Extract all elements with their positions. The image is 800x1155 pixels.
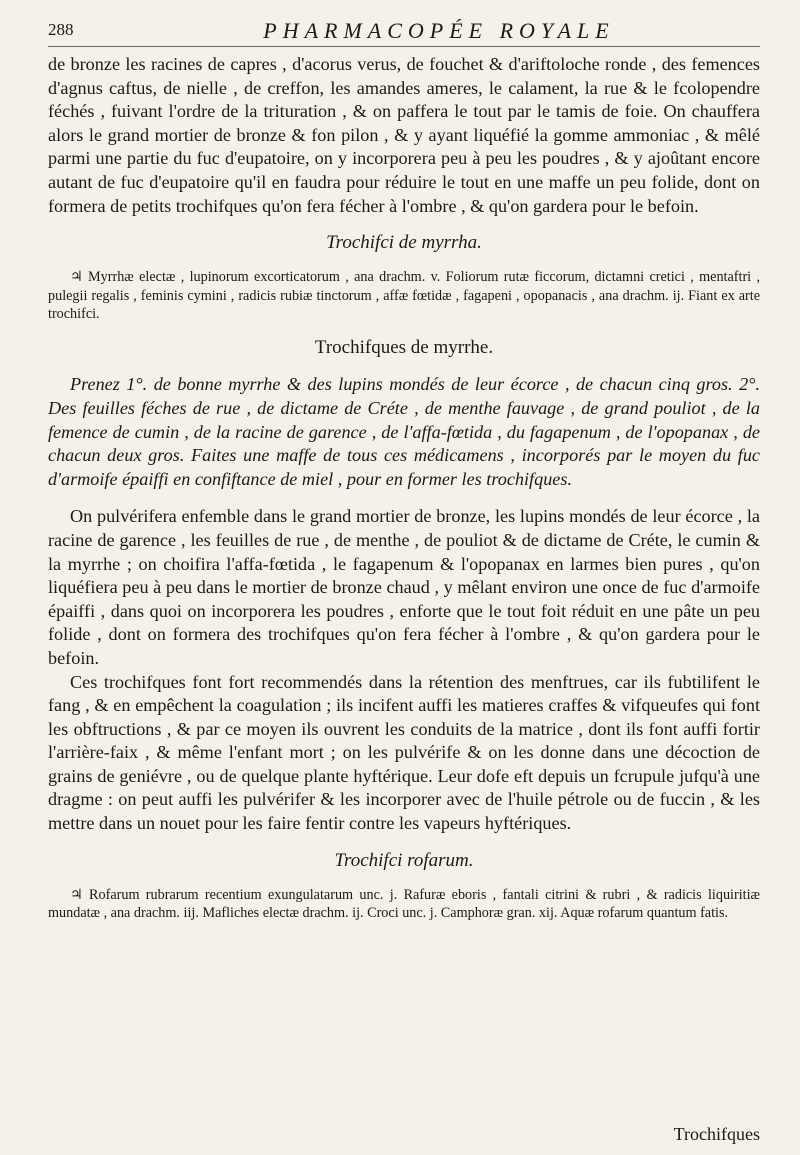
recipe-french-myrrhe: Prenez 1°. de bonne myrrhe & des lupins mondés de leur écorce , de chacun cinq gros. 2°. Des feuilles féches de rue , de dictame de Créte , de menthe fauvage , de grand pouliot , de la femence de cumin , de la racine de garence , de l'affa-fœtida , du fagapenum , de l'opopanax , de chacun deux gros. Faites une maffe de tous ces médicamens , incorporés par le moyen du fuc d'armoife épaiffi en confiftance de miel , pour en former les trochifques. (48, 374, 760, 489)
page-number: 288 (48, 20, 74, 39)
paragraph-continuation: de bronze les racines de capres , d'acorus verus, de fouchet & d'ariftoloche ronde , des femences d'agnus caftus, de nielle , de creffon, les amandes ameres, le calament, la rue & le fcolopendre féchés , fuivant l'ordre de la trituration , & on paffera le tout par le tamis de foie. On chauffera alors le grand mortier de bronze & fon pilon , & y ayant liquéfié la gomme ammoniac , & mêlé parmi une partie du fuc d'eupatoire, on y incorporera peu à peu les poudres , & y ajoûtant encore autant de fuc d'eupatoire qu'il en faudra pour réduire le tout en une maffe un peu folide, dont on formera de petits trochifques qu'on fera fécher à l'ombre , & qu'on gardera pour le befoin. (48, 54, 760, 216)
recipe-latin-rofarum: ♃ Rofarum rubrarum recentium exungulatarum unc. j. Rafuræ eboris , fantali citrini & rubri , & radicis liquiritiæ mundatæ , ana drachm. iij. Mafliches electæ drachm. ij. Croci unc. j. Camphoræ gran. xij. Aquæ rofarum quantum fatis. (48, 886, 760, 922)
heading-french-myrrhe: Trochifques de myrrhe. (314, 337, 494, 359)
running-title: PHARMACOPÉE ROYALE (263, 18, 615, 43)
recipe-latin-myrrha: ♃ Myrrhæ electæ , lupinorum excorticatorum , ana drachm. v. Foliorum rutæ ficcorum, dictamni cretici , mentaftri , pulegii regalis , feminis cymini , radicis rubiæ tinctorum , affæ fœtidæ , fagapeni , opopanacis , ana drachm. ij. Fiant ex arte trochifci. (48, 269, 760, 322)
method-paragraph: On pulvérifera enfemble dans le grand mortier de bronze, les lupins mondés de leur écorce , la racine de garence , les feuilles de rue , de menthe , de pouliot & de dictame de Créte, le cumin & la myrrhe ; on choifira l'affa-fœtida , le fagapenum & l'opopanax en larmes bien pures , qu'on liquéfiera peu à peu dans le mortier de bronze chaud , y mêlant environ une once de fuc d'armoife épaiffi , dans quoi on incorporera les poudres , enforte que le tout foit réduit en une pâte un peu folide , dont on formera des trochifques qu'on fera fécher à l'ombre , & qu'on gardera pour le befoin. (48, 506, 760, 668)
heading-latin-myrrha: Trochifci de myrrha. (326, 232, 482, 254)
heading-latin-rofarum: Trochifci rofarum. (334, 849, 474, 871)
virtues-paragraph: Ces trochifques font fort recommendés dans la rétention des menftrues, car ils fubtilifent le fang , & en empêchent la coagulation ; ils incifent auffi les matieres craffes & vifqueufes qui font les obftructions , & par ce moyen ils ouvrent les conduits de la matrice , dont ils font auffi fortir l'arrière-faix , & même l'enfant mort ; on les pulvérife & on les donne dans une décoction de grains de geniévre , ou de quelque plante hyftérique. Leur dofe eft depuis un fcrupule jufqu'à une dragme : on peut auffi les pulvérifer & les incorporer avec de l'huile pétrole ou de fuccin , & les mettre dans un nouet pour les faire fentir contre les vapeurs hyftériques. (48, 671, 760, 834)
running-head (48, 18, 760, 47)
catchword: Trochifques (673, 1124, 760, 1144)
